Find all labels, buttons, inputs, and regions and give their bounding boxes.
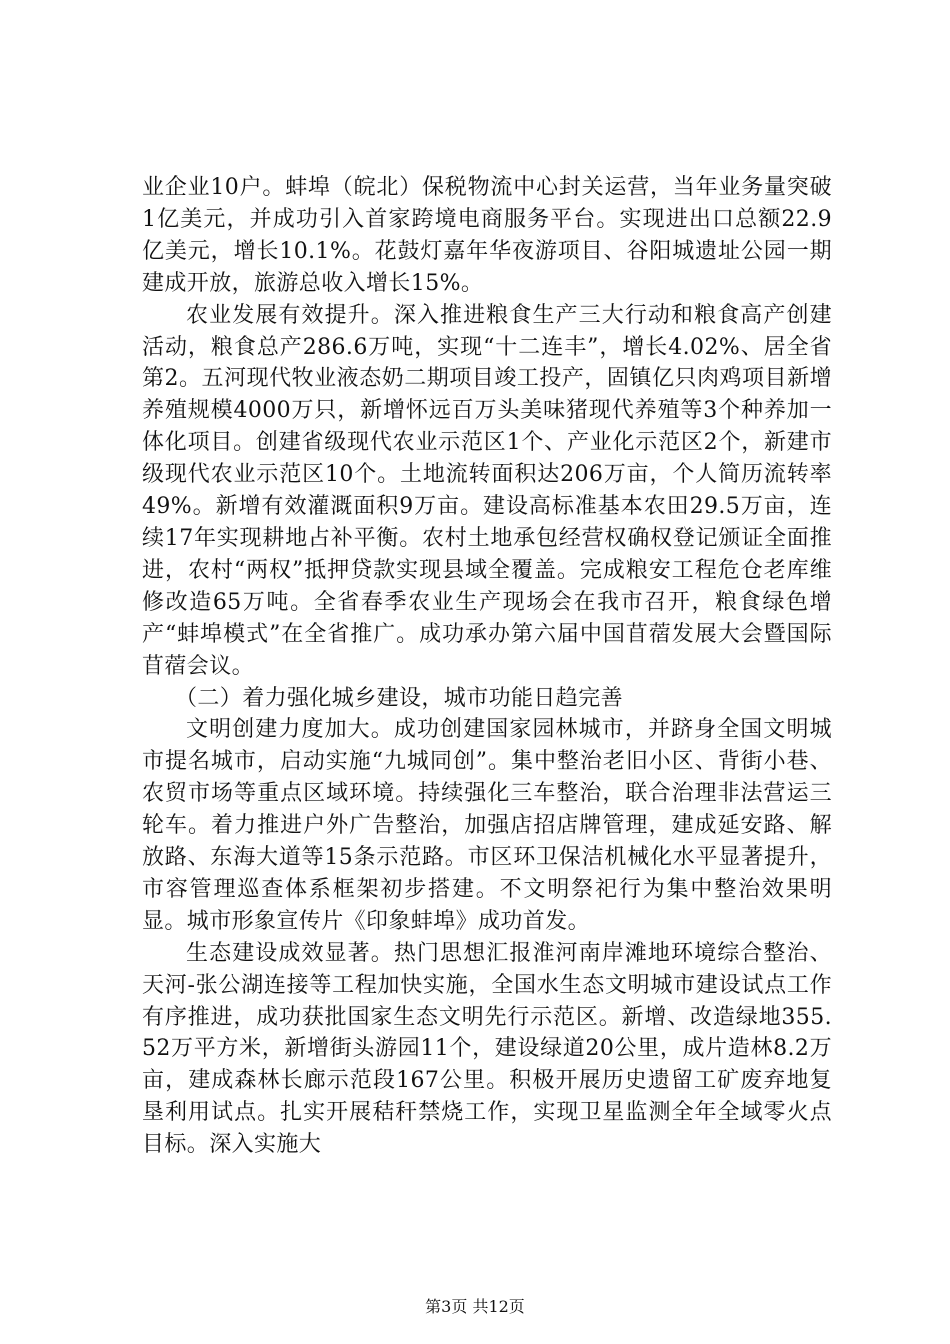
paragraph-foreign-trade: 业企业10户。蚌埠（皖北）保税物流中心封关运营，当年业务量突破1亿美元，并成功引入首家跨境电商服务平台。实现进出口总额22.9亿美元，增长10.1%。花鼓灯嘉年华夜游项目、谷阳城遗址公园一期建成开放，旅游总收入增长15%。 [142,175,832,296]
page-number-footer: 第3页 共12页 [425,1297,525,1316]
paragraph-ecology: 生态建设成效显著。热门思想汇报淮河南岸滩地环境综合整治、天河-张公湖连接等工程加快实施，全国水生态文明城市建设试点工作有序推进，成功获批国家生态文明先行示范区。新增、改造绿地355.52万平方米，新增街头游园11个，建设绿道20公里，成片造林8.2万亩，建成森林长廊示范段167公里。积极开展历史遗留工矿废弃地复垦利用试点。扎实开展秸秆禁烧工作，实现卫星监测全年全域零火点目标。深入实施大 [142,940,832,1158]
paragraph-civilization: 文明创建力度加大。成功创建国家园林城市，并跻身全国文明城市提名城市，启动实施“九城同创”。集中整治老旧小区、背街小巷、农贸市场等重点区域环境。持续强化三车整治，联合治理非法营运三轮车。着力推进户外广告整治，加强店招店牌管理，建成延安路、解放路、东海大道等15条示范路。市区环卫保洁机械化水平显著提升，市容管理巡查体系框架初步搭建。不文明祭祀行为集中整治效果明显。城市形象宣传片《印象蚌埠》成功首发。 [142,717,832,934]
section-heading-urban-rural: （二）着力强化城乡建设，城市功能日趋完善 [175,685,624,711]
paragraph-agriculture: 农业发展有效提升。深入推进粮食生产三大行动和粮食高产创建活动，粮食总产286.6万吨，实现“十二连丰”，增长4.02%、居全省第2。五河现代牧业液态奶二期项目竣工投产，固镇亿只肉鸡项目新增养殖规模4000万只，新增怀远百万头美味猪现代养殖等3个种养加一体化项目。创建省级现代农业示范区1个、产业化示范区2个，新建市级现代农业示范区10个。土地流转面积达206万亩，个人简历流转率49%。新增有效灌溉面积9万亩。建设高标准基本农田29.5万亩，连续17年实现耕地占补平衡。农村土地承包经营权确权登记颁证全面推进，农村“两权”抵押贷款实现县域全覆盖。完成粮安工程危仓老库维修改造65万吨。全省春季农业生产现场会在我市召开，粮食绿色增产“蚌埠模式”在全省推广。成功承办第六届中国苜蓿发展大会暨国际苜蓿会议。 [142,302,832,679]
document-body [142,172,832,1161]
